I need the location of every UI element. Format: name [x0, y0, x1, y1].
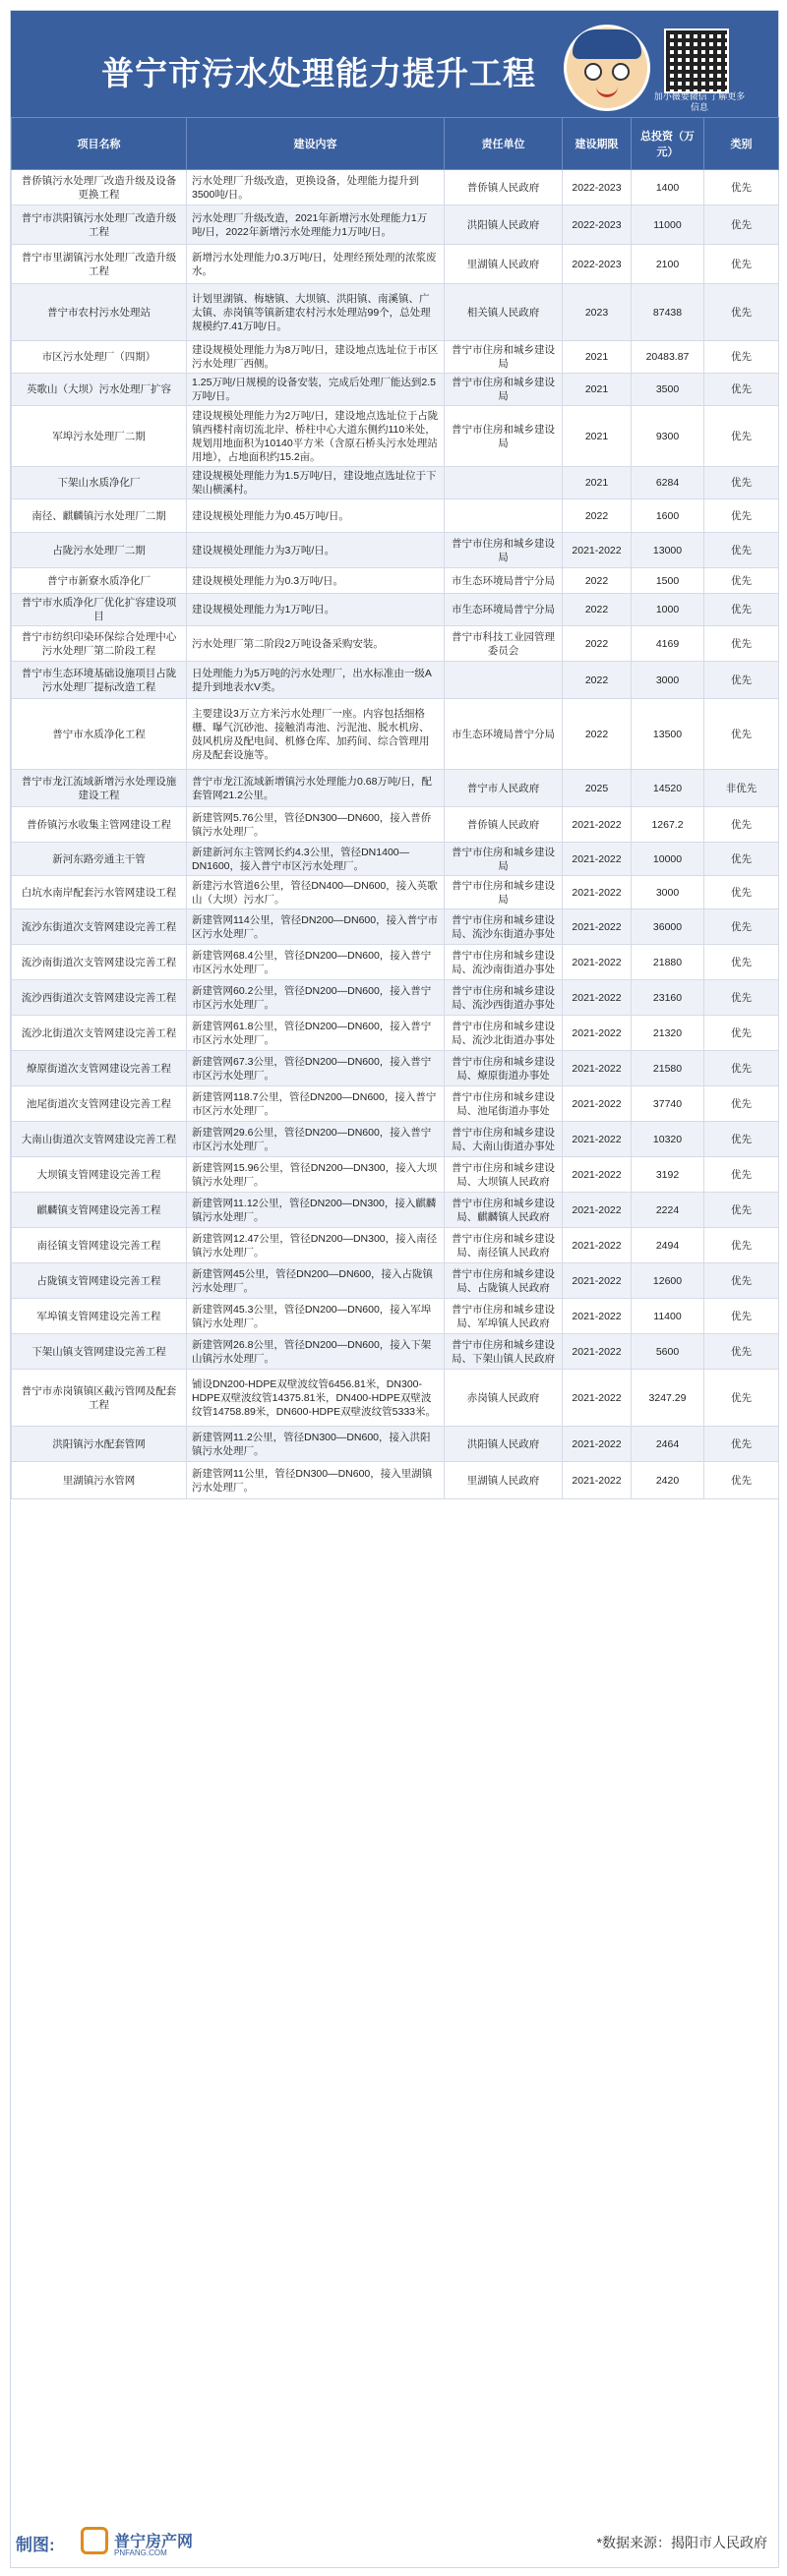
table-cell: 2420 — [632, 1462, 704, 1499]
qr-code-icon — [664, 29, 729, 93]
table-cell: 2100 — [632, 245, 704, 284]
table-row — [12, 499, 779, 533]
table-cell: 普宁市洪阳镇污水处理厂改造升级工程 — [12, 205, 187, 245]
table-cell: 2021-2022 — [563, 533, 632, 568]
table-cell: 优先 — [704, 170, 779, 205]
table-cell: 2022-2023 — [563, 245, 632, 284]
table-cell: 2021-2022 — [563, 843, 632, 876]
table-row — [12, 406, 779, 467]
table-cell: 市生态环境局普宁分局 — [445, 568, 563, 594]
table-cell: 5600 — [632, 1334, 704, 1370]
table-cell: 优先 — [704, 1427, 779, 1462]
table-cell: 下架山水质净化厂 — [12, 467, 187, 499]
table-cell: 建设规模处理能力为8万吨/日，建设地点选址位于市区污水处理厂西侧。 — [187, 341, 445, 374]
table-cell: 建设规模处理能力为1.5万吨/日，建设地点选址位于下架山横溪村。 — [187, 467, 445, 499]
table-cell: 2021-2022 — [563, 1157, 632, 1193]
table-cell: 优先 — [704, 406, 779, 467]
column-header: 项目名称 — [12, 118, 187, 170]
table-cell: 普宁市生态环境基础设施项目占陇污水处理厂提标改造工程 — [12, 662, 187, 699]
table-cell — [445, 467, 563, 499]
table-cell: 新建污水管道6公里，管径DN400—DN600，接入英歌山（大坝）污水厂。 — [187, 876, 445, 909]
brand-logo-icon — [81, 2527, 108, 2554]
table-cell: 新建管网15.96公里，管径DN200—DN300，接入大坝镇污水处理厂。 — [187, 1157, 445, 1193]
table-row — [12, 1016, 779, 1051]
table-row — [12, 1263, 779, 1299]
table-cell: 2021-2022 — [563, 807, 632, 843]
table-cell: 2022-2023 — [563, 205, 632, 245]
table-cell: 新建管网11.2公里，管径DN300—DN600，接入洪阳镇污水处理厂。 — [187, 1427, 445, 1462]
table-cell: 2021-2022 — [563, 1462, 632, 1499]
table-cell: 普宁市住房和城乡建设局、流沙北街道办事处 — [445, 1016, 563, 1051]
header-banner — [11, 11, 778, 117]
table-cell: 1500 — [632, 568, 704, 594]
table-cell: 21880 — [632, 945, 704, 980]
mascot-hair — [573, 29, 641, 59]
table-cell: 1400 — [632, 170, 704, 205]
table-cell: 铺设DN200-HDPE双壁波纹管6456.81米，DN300-HDPE双壁波纹管14375.81米，DN400-HDPE双壁波纹管14758.89米，DN600-HDPE双壁波纹管5333米。 — [187, 1370, 445, 1427]
table-cell: 优先 — [704, 1299, 779, 1334]
table-body — [12, 170, 779, 1499]
table-cell: 2021 — [563, 374, 632, 406]
table-cell: 里湖镇人民政府 — [445, 1462, 563, 1499]
table-cell: 新建新河东主管网长约4.3公里，管径DN1400—DN1600，接入普宁市区污水处理厂。 — [187, 843, 445, 876]
table-cell: 市区污水处理厂（四期） — [12, 341, 187, 374]
table-cell: 普宁市住房和城乡建设局 — [445, 843, 563, 876]
table-cell — [445, 662, 563, 699]
table-cell: 优先 — [704, 499, 779, 533]
table-cell: 普宁市水质净化厂优化扩容建设项目 — [12, 594, 187, 626]
table-cell: 2021-2022 — [563, 1334, 632, 1370]
table-cell: 6284 — [632, 467, 704, 499]
table-cell: 13000 — [632, 533, 704, 568]
table-row — [12, 341, 779, 374]
table-cell: 9300 — [632, 406, 704, 467]
table-cell: 87438 — [632, 284, 704, 341]
table-cell: 优先 — [704, 284, 779, 341]
table-cell: 普侨镇污水处理厂改造升级及设备更换工程 — [12, 170, 187, 205]
table-cell: 新建管网11.12公里，管径DN200—DN300，接入麒麟镇污水处理厂。 — [187, 1193, 445, 1228]
table-cell: 37740 — [632, 1086, 704, 1122]
table-cell: 2021-2022 — [563, 1051, 632, 1086]
table-cell: 2021-2022 — [563, 1427, 632, 1462]
table-cell: 普宁市住房和城乡建设局、流沙西街道办事处 — [445, 980, 563, 1016]
table-row — [12, 945, 779, 980]
table-cell: 10320 — [632, 1122, 704, 1157]
mascot-left-eye — [584, 63, 602, 81]
table-cell: 1267.2 — [632, 807, 704, 843]
table-cell: 大南山街道次支管网建设完善工程 — [12, 1122, 187, 1157]
column-header: 责任单位 — [445, 118, 563, 170]
footer — [10, 2517, 777, 2566]
table-cell: 里湖镇污水管网 — [12, 1462, 187, 1499]
table-row — [12, 1427, 779, 1462]
table-row — [12, 662, 779, 699]
table-cell: 23160 — [632, 980, 704, 1016]
table-cell: 普宁市住房和城乡建设局、大坝镇人民政府 — [445, 1157, 563, 1193]
table-cell: 燎原街道次支管网建设完善工程 — [12, 1051, 187, 1086]
table-cell: 污水处理厂升级改造，更换设备，处理能力提升到3500吨/日。 — [187, 170, 445, 205]
table-cell: 11000 — [632, 205, 704, 245]
table-cell: 普宁市赤岗镇镇区截污管网及配套工程 — [12, 1370, 187, 1427]
table-cell: 普宁市住房和城乡建设局、麒麟镇人民政府 — [445, 1193, 563, 1228]
table-row — [12, 467, 779, 499]
table-cell: 普宁市纺织印染环保综合处理中心污水处理厂第二阶段工程 — [12, 626, 187, 662]
table-cell: 2021-2022 — [563, 1086, 632, 1122]
table-cell: 白坑水南岸配套污水管网建设工程 — [12, 876, 187, 909]
table-row — [12, 1334, 779, 1370]
table-row — [12, 807, 779, 843]
table-cell: 建设规模处理能力为3万吨/日。 — [187, 533, 445, 568]
table-cell: 优先 — [704, 909, 779, 945]
table-cell: 普宁市住房和城乡建设局、流沙东街道办事处 — [445, 909, 563, 945]
table-cell: 2021-2022 — [563, 980, 632, 1016]
table-cell — [445, 499, 563, 533]
brand-name: 普宁房产网 — [114, 2534, 194, 2550]
table-cell: 优先 — [704, 843, 779, 876]
table-cell: 里湖镇人民政府 — [445, 245, 563, 284]
table-cell: 建设规模处理能力为2万吨/日，建设地点选址位于占陇镇西楼村南切流北岸、桥柱中心大道东侧约110米处，规划用地面积为10140平方米（含原石桥头污水处理站用地），占地面积约15.2亩。 — [187, 406, 445, 467]
table-cell: 计划里湖镇、梅塘镇、大坝镇、洪阳镇、南溪镇、广太镇、赤岗镇等镇新建农村污水处理站99个，总处理规模约7.41万吨/日。 — [187, 284, 445, 341]
table-cell: 普宁市龙江流域新增镇污水处理能力0.68万吨/日，配套管网21.2公里。 — [187, 770, 445, 807]
table-cell: 优先 — [704, 1122, 779, 1157]
table-cell: 日处理能力为5万吨的污水处理厂，出水标准由一级A提升到地表水V类。 — [187, 662, 445, 699]
data-source: *数据来源：揭阳市人民政府 — [596, 2535, 767, 2550]
table-cell: 污水处理厂第二阶段2万吨设备采购安装。 — [187, 626, 445, 662]
table-cell: 优先 — [704, 1086, 779, 1122]
table-cell: 2021 — [563, 406, 632, 467]
table-cell: 优先 — [704, 594, 779, 626]
table-cell: 11400 — [632, 1299, 704, 1334]
table-row — [12, 626, 779, 662]
table-cell: 流沙东街道次支管网建设完善工程 — [12, 909, 187, 945]
table-cell: 2022 — [563, 699, 632, 770]
table-row — [12, 170, 779, 205]
table-cell: 普宁市水质净化工程 — [12, 699, 187, 770]
table-cell: 普宁市住房和城乡建设局 — [445, 374, 563, 406]
table-cell: 普侨镇污水收集主管网建设工程 — [12, 807, 187, 843]
table-cell: 优先 — [704, 807, 779, 843]
table-cell: 相关镇人民政府 — [445, 284, 563, 341]
table-cell: 流沙南街道次支管网建设完善工程 — [12, 945, 187, 980]
table-cell: 建设规模处理能力为1万吨/日。 — [187, 594, 445, 626]
table-cell: 2022 — [563, 626, 632, 662]
table-cell: 优先 — [704, 980, 779, 1016]
mascot-mouth — [596, 85, 618, 97]
table-cell: 2021-2022 — [563, 909, 632, 945]
table-cell: 普宁市人民政府 — [445, 770, 563, 807]
table-cell: 优先 — [704, 1228, 779, 1263]
table-cell: 2022-2023 — [563, 170, 632, 205]
table-cell: 2021 — [563, 467, 632, 499]
table-cell: 优先 — [704, 626, 779, 662]
table-cell: 优先 — [704, 341, 779, 374]
infographic-frame — [10, 10, 779, 2568]
table-cell: 2021-2022 — [563, 876, 632, 909]
table-cell: 新建管网29.6公里，管径DN200—DN600，接入普宁市区污水处理厂。 — [187, 1122, 445, 1157]
table-cell: 普宁市住房和城乡建设局 — [445, 533, 563, 568]
table-cell: 优先 — [704, 1370, 779, 1427]
table-cell: 2022 — [563, 568, 632, 594]
table-cell: 12600 — [632, 1263, 704, 1299]
table-cell: 2021-2022 — [563, 945, 632, 980]
table-cell: 2025 — [563, 770, 632, 807]
table-cell: 市生态环境局普宁分局 — [445, 594, 563, 626]
table-cell: 优先 — [704, 374, 779, 406]
table-cell: 1600 — [632, 499, 704, 533]
table-cell: 洪阳镇人民政府 — [445, 1427, 563, 1462]
table-row — [12, 1086, 779, 1122]
brand-domain: PNFANG.COM — [114, 2548, 167, 2557]
table-cell: 2021-2022 — [563, 1299, 632, 1334]
table-cell: 新建管网45公里，管径DN200—DN600，接入占陇镇污水处理厂。 — [187, 1263, 445, 1299]
table-cell: 优先 — [704, 467, 779, 499]
table-cell: 优先 — [704, 1334, 779, 1370]
table-row — [12, 909, 779, 945]
table-cell: 普宁市住房和城乡建设局 — [445, 876, 563, 909]
column-header: 建设期限 — [563, 118, 632, 170]
table-cell: 2021-2022 — [563, 1370, 632, 1427]
table-cell: 军埠污水处理厂二期 — [12, 406, 187, 467]
table-cell: 占陇镇支管网建设完善工程 — [12, 1263, 187, 1299]
table-row — [12, 594, 779, 626]
table-cell: 普宁市住房和城乡建设局、南径镇人民政府 — [445, 1228, 563, 1263]
table-cell: 优先 — [704, 699, 779, 770]
table-cell: 普宁市住房和城乡建设局、流沙南街道办事处 — [445, 945, 563, 980]
column-header: 类别 — [704, 118, 779, 170]
table-cell: 优先 — [704, 662, 779, 699]
table-cell: 普宁市住房和城乡建设局 — [445, 406, 563, 467]
table-cell: 1000 — [632, 594, 704, 626]
table-cell: 优先 — [704, 1193, 779, 1228]
table-cell: 主要建设3万立方米污水处理厂一座。内容包括细格栅、曝气沉砂池、接触消毒池、污泥池、脱水机房、鼓风机房及配电间、机修仓库、加药间、综合管理用房及配套设施等。 — [187, 699, 445, 770]
table-row — [12, 1051, 779, 1086]
table-cell: 建设规模处理能力为0.3万吨/日。 — [187, 568, 445, 594]
table-cell: 普宁市住房和城乡建设局、军埠镇人民政府 — [445, 1299, 563, 1334]
table-row — [12, 770, 779, 807]
mascot-right-eye — [612, 63, 630, 81]
table-cell: 20483.87 — [632, 341, 704, 374]
table-cell: 优先 — [704, 945, 779, 980]
table-cell: 普宁市科技工业园管理委员会 — [445, 626, 563, 662]
table-cell: 建设规模处理能力为0.45万吨/日。 — [187, 499, 445, 533]
table-cell: 市生态环境局普宁分局 — [445, 699, 563, 770]
table-cell: 普宁市住房和城乡建设局、下架山镇人民政府 — [445, 1334, 563, 1370]
table-cell: 普宁市住房和城乡建设局、大南山街道办事处 — [445, 1122, 563, 1157]
table-row — [12, 245, 779, 284]
table-cell: 赤岗镇人民政府 — [445, 1370, 563, 1427]
table-cell: 36000 — [632, 909, 704, 945]
table-cell: 优先 — [704, 1263, 779, 1299]
table-cell: 21320 — [632, 1016, 704, 1051]
qr-caption: 加小薇要微信 了解更多信息 — [653, 91, 746, 112]
table-cell: 普宁市龙江流域新增污水处理设施建设工程 — [12, 770, 187, 807]
table-cell: 2021-2022 — [563, 1263, 632, 1299]
table-cell: 非优先 — [704, 770, 779, 807]
table-cell: 新建管网26.8公里，管径DN200—DN600，接入下架山镇污水处理厂。 — [187, 1334, 445, 1370]
table-cell: 3500 — [632, 374, 704, 406]
table-cell: 2022 — [563, 499, 632, 533]
table-cell: 池尾街道次支管网建设完善工程 — [12, 1086, 187, 1122]
table-cell: 洪阳镇人民政府 — [445, 205, 563, 245]
table-row — [12, 980, 779, 1016]
table-cell: 新建管网67.3公里，管径DN200—DN600，接入普宁市区污水处理厂。 — [187, 1051, 445, 1086]
table-cell: 2464 — [632, 1427, 704, 1462]
table-cell: 麒麟镇支管网建设完善工程 — [12, 1193, 187, 1228]
table-cell: 大坝镇支管网建设完善工程 — [12, 1157, 187, 1193]
table-cell: 3000 — [632, 876, 704, 909]
table-cell: 普宁市新寮水质净化厂 — [12, 568, 187, 594]
table-cell: 新建管网5.76公里，管径DN300—DN600，接入普侨镇污水处理厂。 — [187, 807, 445, 843]
table-cell: 普侨镇人民政府 — [445, 170, 563, 205]
table-cell: 新建管网45.3公里，管径DN200—DN600，接入军埠镇污水处理厂。 — [187, 1299, 445, 1334]
table-cell: 2021 — [563, 341, 632, 374]
table-cell: 普宁市农村污水处理站 — [12, 284, 187, 341]
table-cell: 英歌山（大坝）污水处理厂扩容 — [12, 374, 187, 406]
column-header: 总投资（万元） — [632, 118, 704, 170]
table-row — [12, 1299, 779, 1334]
table-row — [12, 876, 779, 909]
table-cell: 2021-2022 — [563, 1122, 632, 1157]
table-cell: 新建管网118.7公里，管径DN200—DN600，接入普宁市区污水处理厂。 — [187, 1086, 445, 1122]
table-cell: 3247.29 — [632, 1370, 704, 1427]
table-row — [12, 1193, 779, 1228]
table-cell: 优先 — [704, 1157, 779, 1193]
table-cell: 军埠镇支管网建设完善工程 — [12, 1299, 187, 1334]
table-cell: 优先 — [704, 533, 779, 568]
table-cell: 3000 — [632, 662, 704, 699]
table-cell: 污水处理厂升级改造，2021年新增污水处理能力1万吨/日，2022年新增污水处理能力1万吨/日。 — [187, 205, 445, 245]
table-cell: 下架山镇支管网建设完善工程 — [12, 1334, 187, 1370]
table-cell: 优先 — [704, 205, 779, 245]
mascot-avatar-icon — [564, 25, 650, 111]
table-cell: 新增污水处理能力0.3万吨/日，处理经预处理的浓浆废水。 — [187, 245, 445, 284]
table-row — [12, 699, 779, 770]
table-cell: 2022 — [563, 662, 632, 699]
page-title: 普宁市污水处理能力提升工程 — [101, 55, 536, 91]
table-cell: 南径、麒麟镇污水处理厂二期 — [12, 499, 187, 533]
table-cell: 新建管网60.2公里，管径DN200—DN600，接入普宁市区污水处理厂。 — [187, 980, 445, 1016]
table-cell: 1.25万吨/日规模的设备安装，完成后处理厂能达到2.5万吨/日。 — [187, 374, 445, 406]
table-row — [12, 284, 779, 341]
made-by-label: 制图: — [16, 2536, 55, 2554]
table-row — [12, 568, 779, 594]
table-cell: 普侨镇人民政府 — [445, 807, 563, 843]
table-cell: 13500 — [632, 699, 704, 770]
table-cell: 21580 — [632, 1051, 704, 1086]
table-cell: 普宁市住房和城乡建设局、池尾街道办事处 — [445, 1086, 563, 1122]
table-cell: 2021-2022 — [563, 1228, 632, 1263]
table-cell: 2021-2022 — [563, 1016, 632, 1051]
table-cell: 流沙西街道次支管网建设完善工程 — [12, 980, 187, 1016]
table-cell: 10000 — [632, 843, 704, 876]
table-row — [12, 843, 779, 876]
table-cell: 普宁市里湖镇污水处理厂改造升级工程 — [12, 245, 187, 284]
table-row — [12, 1157, 779, 1193]
table-cell: 优先 — [704, 1016, 779, 1051]
table-cell: 新河东路旁通主干管 — [12, 843, 187, 876]
table-row — [12, 1228, 779, 1263]
project-table — [11, 117, 779, 1499]
table-cell: 2224 — [632, 1193, 704, 1228]
table-cell: 普宁市住房和城乡建设局、占陇镇人民政府 — [445, 1263, 563, 1299]
table-cell: 14520 — [632, 770, 704, 807]
table-cell: 普宁市住房和城乡建设局、燎原街道办事处 — [445, 1051, 563, 1086]
table-cell: 优先 — [704, 1051, 779, 1086]
table-cell: 流沙北街道次支管网建设完善工程 — [12, 1016, 187, 1051]
table-header-row — [12, 118, 779, 170]
table-cell: 优先 — [704, 568, 779, 594]
table-row — [12, 205, 779, 245]
table-cell: 新建管网114公里，管径DN200—DN600，接入普宁市区污水处理厂。 — [187, 909, 445, 945]
table-row — [12, 533, 779, 568]
table-row — [12, 1462, 779, 1499]
table-cell: 新建管网11公里，管径DN300—DN600，接入里湖镇污水处理厂。 — [187, 1462, 445, 1499]
table-cell: 新建管网12.47公里，管径DN200—DN300，接入南径镇污水处理厂。 — [187, 1228, 445, 1263]
table-cell: 优先 — [704, 1462, 779, 1499]
table-cell: 2022 — [563, 594, 632, 626]
table-cell: 优先 — [704, 245, 779, 284]
table-cell: 4169 — [632, 626, 704, 662]
table-cell: 南径镇支管网建设完善工程 — [12, 1228, 187, 1263]
table-row — [12, 374, 779, 406]
table-cell: 2023 — [563, 284, 632, 341]
table-cell: 新建管网68.4公里，管径DN200—DN600，接入普宁市区污水处理厂。 — [187, 945, 445, 980]
table-row — [12, 1122, 779, 1157]
table-cell: 新建管网61.8公里，管径DN200—DN600，接入普宁市区污水处理厂。 — [187, 1016, 445, 1051]
table-cell: 2494 — [632, 1228, 704, 1263]
table-cell: 优先 — [704, 876, 779, 909]
table-row — [12, 1370, 779, 1427]
table-cell: 3192 — [632, 1157, 704, 1193]
column-header: 建设内容 — [187, 118, 445, 170]
table-cell: 2021-2022 — [563, 1193, 632, 1228]
table-cell: 占陇污水处理厂二期 — [12, 533, 187, 568]
table-cell: 洪阳镇污水配套管网 — [12, 1427, 187, 1462]
table-cell: 普宁市住房和城乡建设局 — [445, 341, 563, 374]
